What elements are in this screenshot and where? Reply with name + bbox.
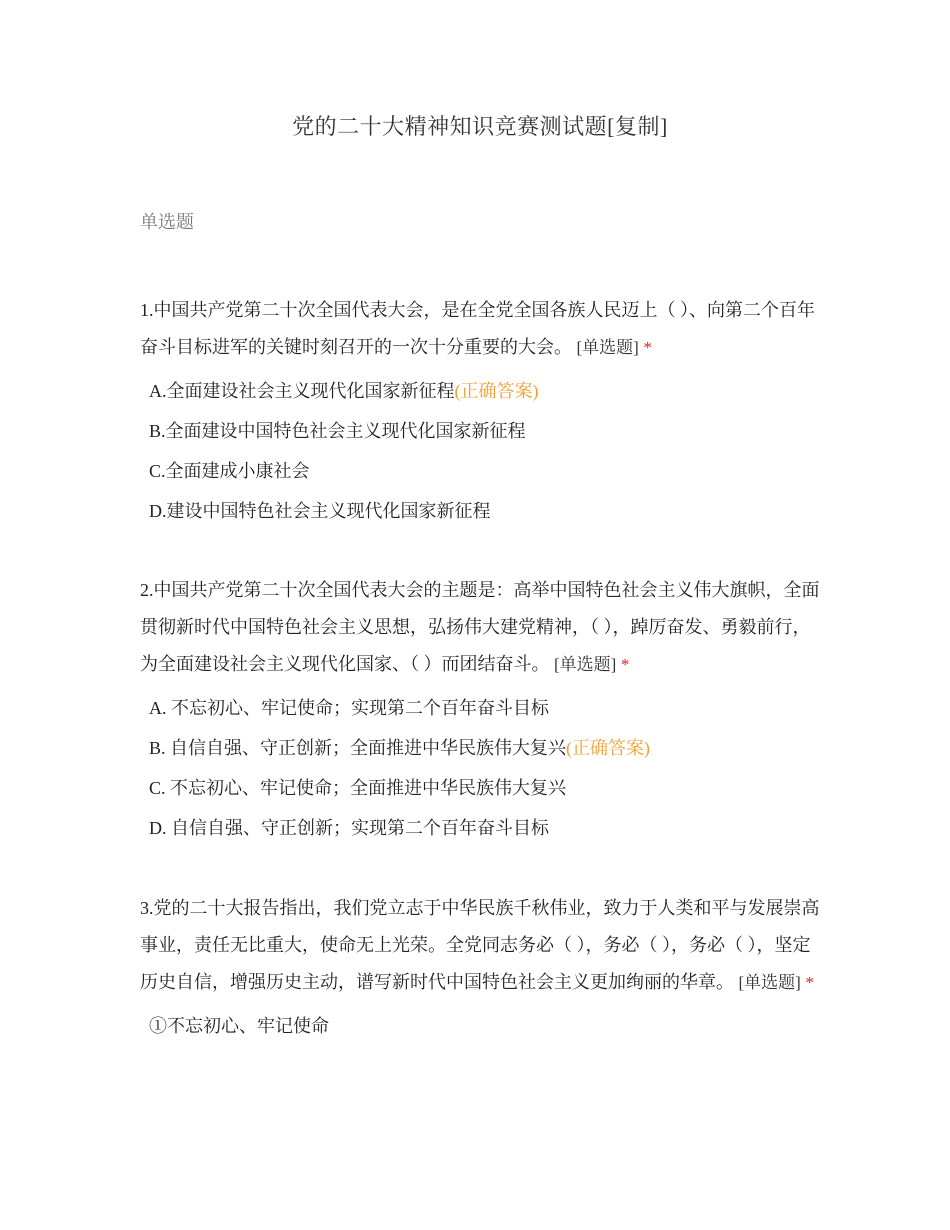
option-c[interactable] — [140, 768, 820, 808]
option-list — [140, 371, 820, 531]
option-d[interactable] — [140, 491, 820, 531]
question-1 — [140, 292, 820, 531]
question-text — [140, 292, 820, 366]
question-type-label: [单选题] — [738, 973, 801, 992]
question-stem: 1.中国共产党第二十次全国代表大会，是在全党全国各族人民迈上（ ）、向第二个百年奋斗目标进军的关键时刻召开的一次十分重要的大会。 — [140, 300, 815, 357]
question-stem: 3.党的二十大报告指出，我们党立志于中华民族千秋伟业，致力于人类和平与发展崇高事业，责任无比重大，使命无上光荣。全党同志务必（ ），务必（ ），务必（ ），坚定历史自信，增强历史主动，谱写新时代中国特色社会主义更加绚丽的华章。 — [140, 898, 820, 992]
option-1[interactable] — [140, 1006, 820, 1046]
page-title: 党的二十大精神知识竞赛测试题[复制] — [292, 114, 668, 139]
option-b[interactable] — [140, 728, 820, 768]
question-stem: 2.中国共产党第二十次全国代表大会的主题是：高举中国特色社会主义伟大旗帜，全面贯彻新时代中国特色社会主义思想，弘扬伟大建党精神，（ ），踔厉奋发、勇毅前行，为全面建设社会主义现代化国家、（ ）而团结奋斗。 — [140, 580, 820, 674]
option-c[interactable] — [140, 451, 820, 491]
required-mark: * — [805, 973, 814, 992]
section-label: 单选题 — [140, 212, 194, 232]
option-d[interactable] — [140, 808, 820, 848]
question-text — [140, 890, 820, 1001]
option-a[interactable] — [140, 371, 820, 411]
option-label: B.全面建设中国特色社会主义现代化国家新征程 — [149, 421, 526, 441]
correct-answer-mark: (正确答案) — [566, 738, 651, 758]
required-mark: * — [620, 655, 630, 674]
option-label: C.全面建成小康社会 — [149, 461, 310, 481]
correct-answer-mark: (正确答案) — [454, 381, 539, 401]
option-label: A. 不忘初心、牢记使命；实现第二个百年奋斗目标 — [149, 698, 549, 718]
option-a[interactable] — [140, 688, 820, 728]
question-2 — [140, 572, 820, 848]
option-b[interactable] — [140, 411, 820, 451]
question-type-label: [单选题] — [554, 655, 617, 674]
option-list — [140, 688, 820, 848]
option-list — [140, 1006, 820, 1046]
option-label: B. 自信自强、守正创新；全面推进中华民族伟大复兴 — [149, 738, 567, 758]
required-mark: * — [643, 338, 652, 357]
question-text — [140, 572, 820, 683]
option-label: ①不忘初心、牢记使命 — [149, 1016, 329, 1036]
question-type-label: [单选题] — [576, 338, 639, 357]
option-label: A.全面建设社会主义现代化国家新征程 — [149, 381, 455, 401]
question-3 — [140, 890, 820, 1046]
option-label: C. 不忘初心、牢记使命；全面推进中华民族伟大复兴 — [149, 778, 567, 798]
option-label: D. 自信自强、守正创新；实现第二个百年奋斗目标 — [149, 818, 549, 838]
option-label: D.建设中国特色社会主义现代化国家新征程 — [149, 501, 491, 521]
